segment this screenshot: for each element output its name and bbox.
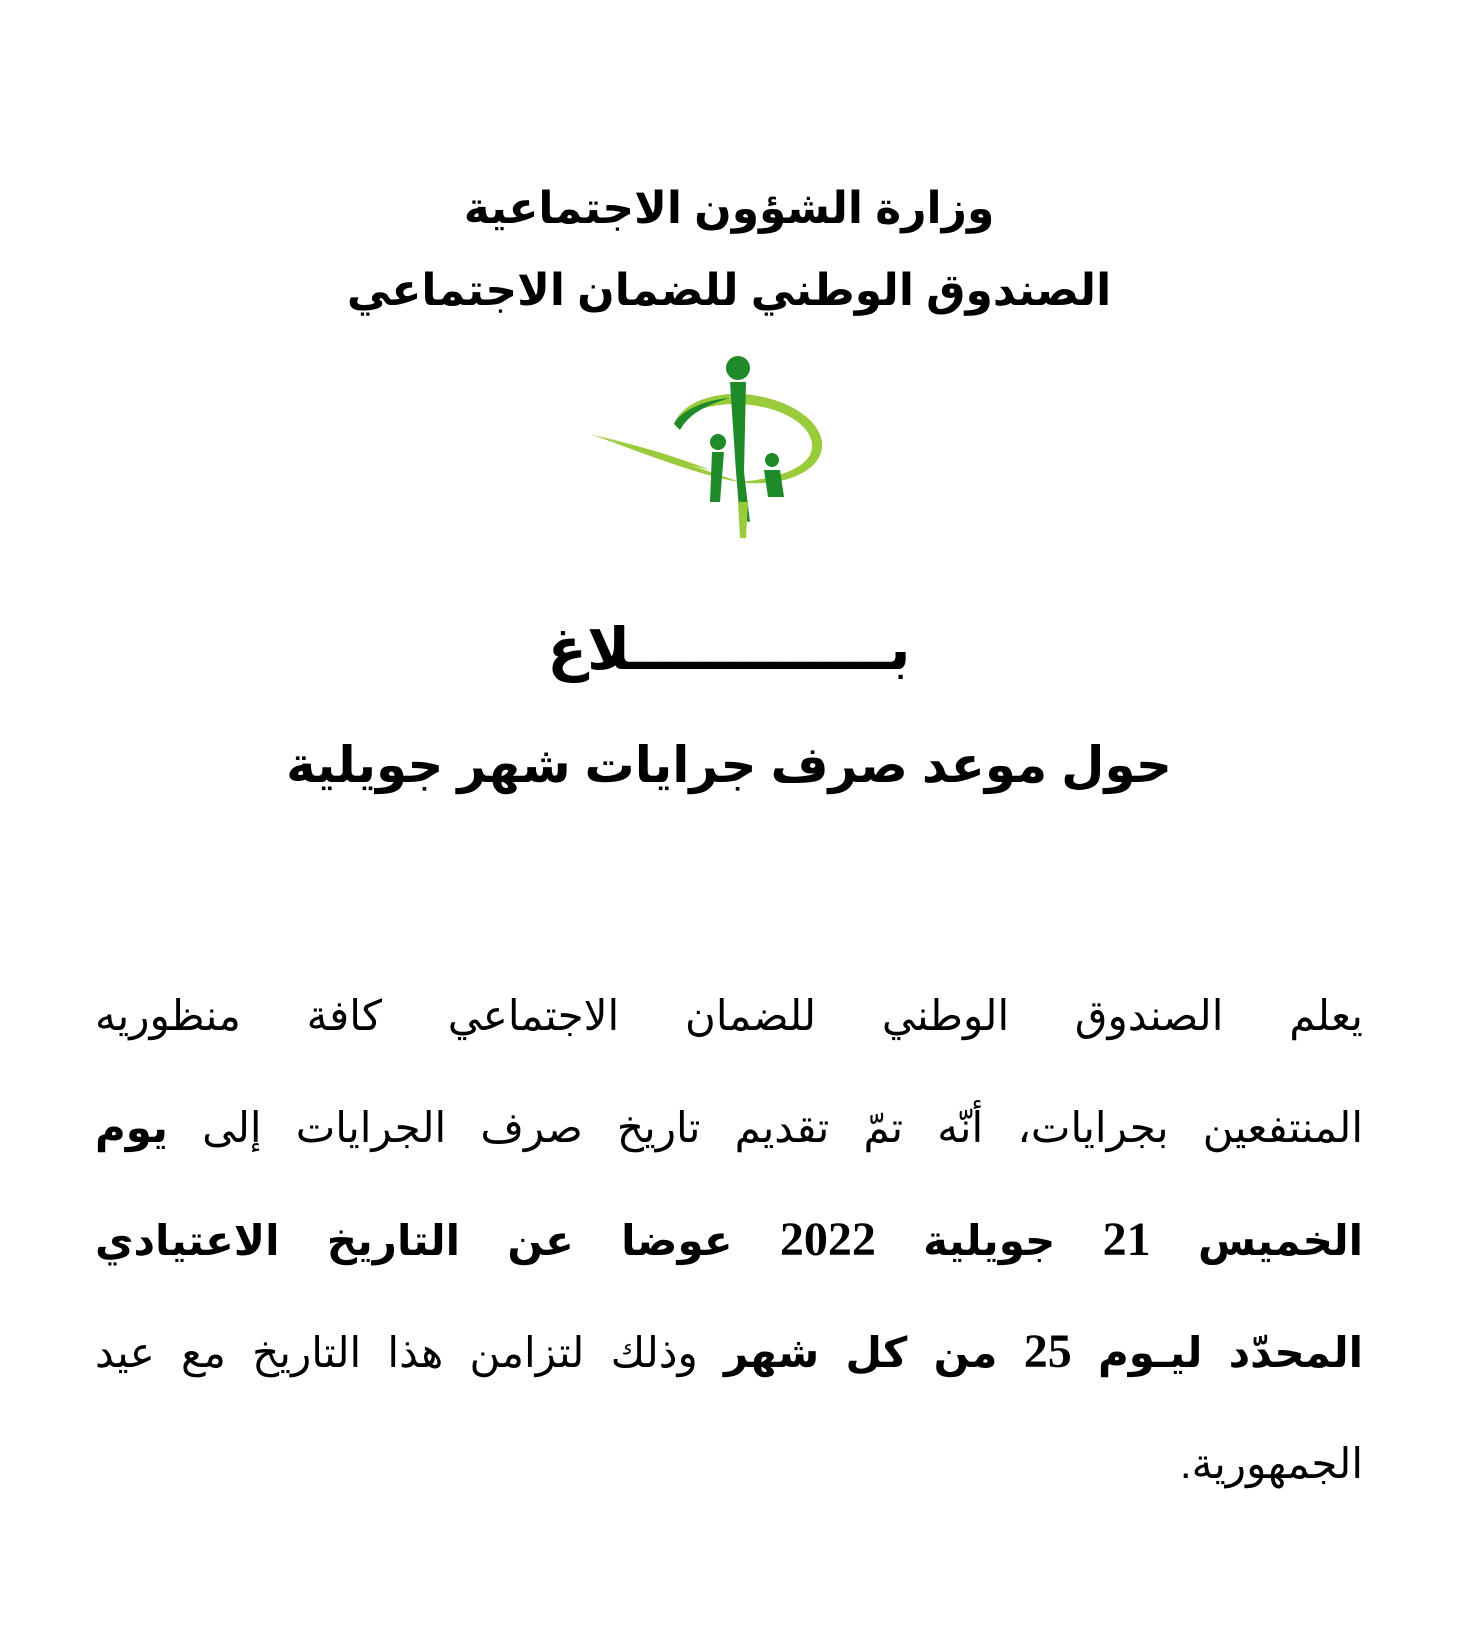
reason-text: وذلك لتزامن هذا التاريخ مع عيد <box>95 1329 698 1376</box>
usual-date-text: المحدّد ليـوم <box>1097 1329 1364 1376</box>
logo-head-center <box>726 356 750 380</box>
every-month-text: من كل شهر <box>724 1329 998 1376</box>
notice-body <box>95 960 1363 1520</box>
logo-head-left <box>710 434 726 450</box>
fund-logo <box>590 352 860 552</box>
body-line-3 <box>95 1184 1363 1296</box>
weekday: الخميس <box>1197 1217 1364 1264</box>
ministry-name: وزارة الشؤون الاجتماعية <box>463 184 995 233</box>
usual-day: 25 <box>1023 1325 1072 1378</box>
instead-of-text: عوضا عن التاريخ الاعتيادي <box>95 1217 733 1264</box>
document-header <box>0 168 1458 332</box>
body-line-2-bold: يوم <box>95 1104 168 1151</box>
family-ribbon-logo-icon <box>590 352 860 552</box>
payment-month: جويلية <box>923 1217 1056 1264</box>
payment-year: 2022 <box>779 1213 876 1266</box>
logo-head-right <box>765 453 779 467</box>
body-line-1: يعلم الصندوق الوطني للضمان الاجتماعي كافة منظوريه <box>95 992 1363 1039</box>
body-line-5: الجمهورية. <box>1179 1440 1363 1487</box>
notice-title: بـــــــــــــلاغ <box>547 617 911 682</box>
fund-name: الصندوق الوطني للضمان الاجتماعي <box>346 266 1112 315</box>
notice-subject: حول موعد صرف جرايات شهر جويلية <box>286 737 1172 793</box>
body-line-2 <box>95 1072 1363 1184</box>
payment-day: 21 <box>1102 1213 1151 1266</box>
body-line-2-text: المنتفعين بجرايات، أنّه تمّ تقديم تاريخ صرف الجرايات إلى <box>202 1104 1364 1151</box>
body-line-4 <box>95 1296 1363 1408</box>
